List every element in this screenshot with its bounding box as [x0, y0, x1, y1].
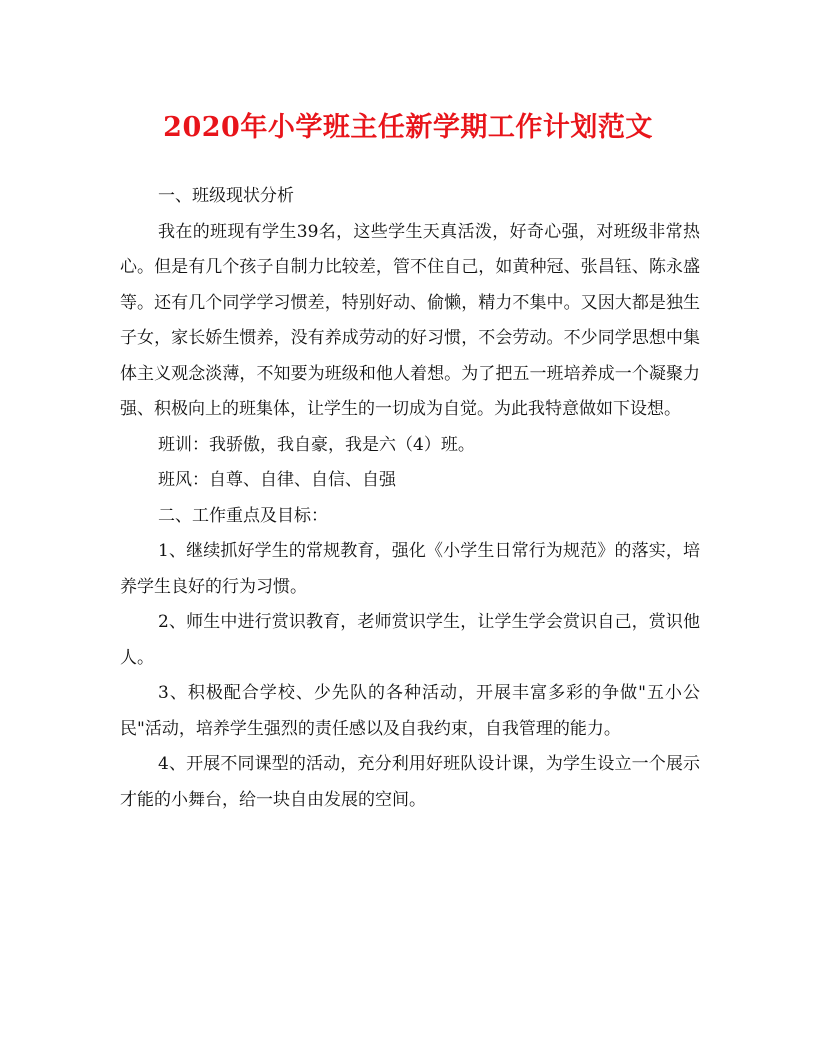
list-item-goal-2: 2、师生中进行赏识教育，老师赏识学生，让学生学会赏识自己，赏识他人。 [120, 612, 700, 668]
section-heading-work-goals: 二、工作重点及目标： [158, 505, 328, 526]
document-title: 2020年小学班主任新学期工作计划范文 [163, 112, 653, 143]
paragraph-class-motto: 班训：我骄傲，我自豪，我是六（4）班。 [158, 434, 475, 455]
paragraph-class-analysis: 我在的班现有学生39名，这些学生天真活泼，好奇心强，对班级非常热心。但是有几个孩子自制力比较差，管不住自己，如黄种冠、张昌钰、陈永盛等。还有几个同学学习惯差，特别好动、偷懒，精力不集中。又因大都是独生子女，家长娇生惯养，没有养成劳动的好习惯，不会劳动。不少同学思想中集体主义观念淡薄，不知要为班级和他人着想。为了把五一班培养成一个凝聚力强、积极向上的班集体，让学生的一切成为自觉。为此我特意做如下设想。 [120, 221, 700, 419]
document-body [120, 179, 700, 818]
paragraph-class-style: 班风：自尊、自律、自信、自强 [158, 470, 396, 490]
section-heading-class-status: 一、班级现状分析 [158, 186, 294, 206]
list-item-goal-3: 3、积极配合学校、少先队的各种活动，开展丰富多彩的争做"五小公民"活动，培养学生强烈的责任感以及自我约束，自我管理的能力。 [120, 683, 700, 739]
list-item-goal-4: 4、开展不同课型的活动，充分利用好班队设计课，为学生设立一个展示才能的小舞台，给一块自由发展的空间。 [120, 754, 700, 810]
list-item-goal-1: 1、继续抓好学生的常规教育，强化《小学生日常行为规范》的落实，培养学生良好的行为习惯。 [120, 541, 700, 597]
